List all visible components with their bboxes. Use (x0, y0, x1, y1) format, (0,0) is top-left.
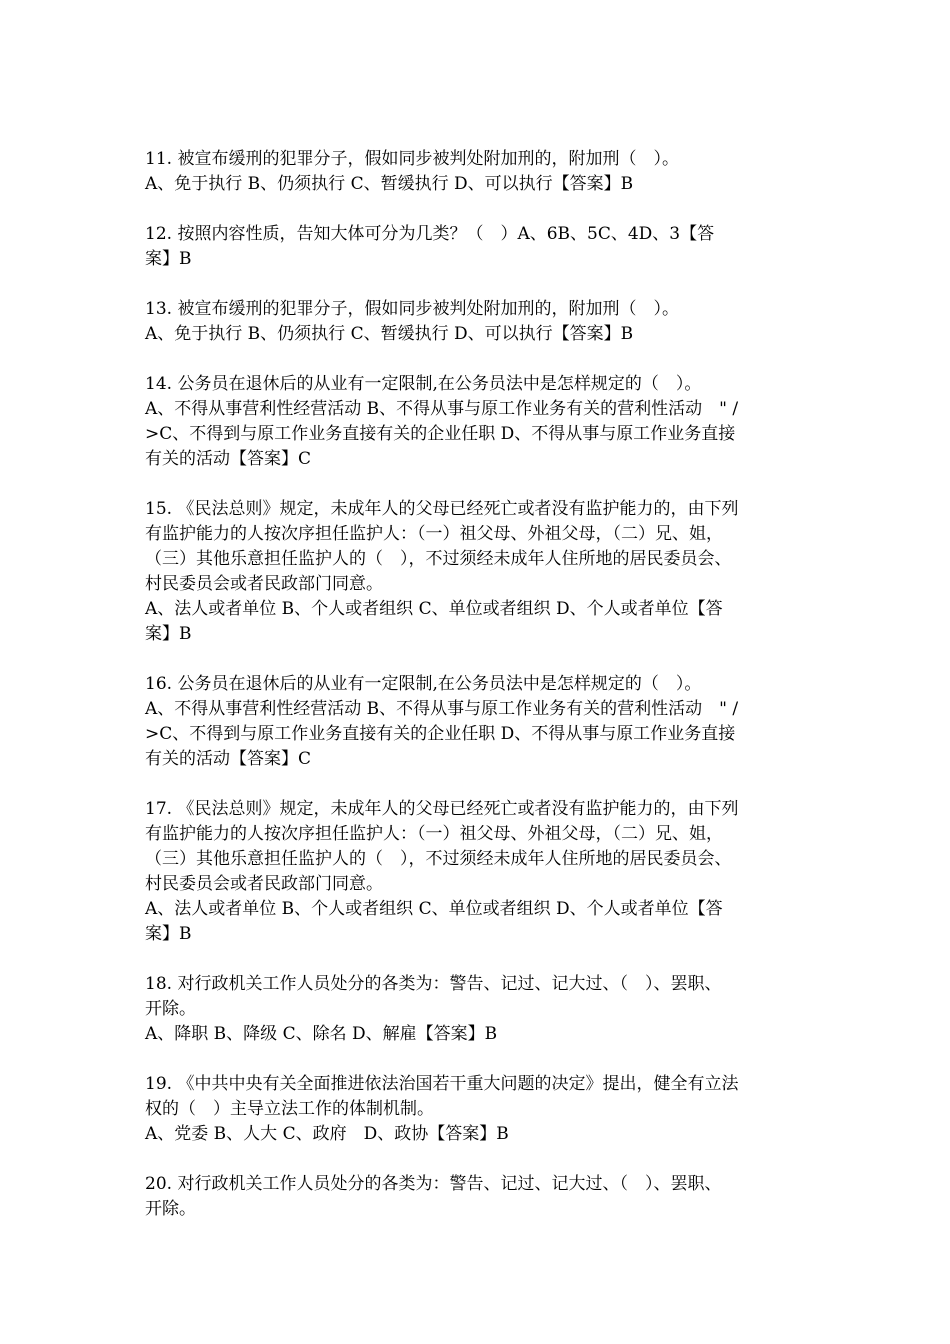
question-item (145, 297, 815, 347)
question-text-line: >C、不得到与原工作业务直接有关的企业任职 D、不得从事与原工作业务直接 (145, 724, 736, 744)
question-text-line: 16. 公务员在退休后的从业有一定限制,在公务员法中是怎样规定的（ ）。 (145, 674, 702, 694)
question-text-line: 案】B (145, 249, 192, 269)
question-text-line: 有关的活动【答案】C (145, 449, 312, 469)
question-text-line: 有监护能力的人按次序担任监护人：（一）祖父母、外祖父母，（二）兄、姐， (145, 524, 723, 544)
question-item (145, 672, 815, 772)
question-list (145, 147, 815, 1247)
question-text-line: 有关的活动【答案】C (145, 749, 312, 769)
question-text-line: 开除。 (145, 1199, 196, 1219)
question-text-line: 13. 被宣布缓刑的犯罪分子，假如同步被判处附加刑的，附加刑（ ）。 (145, 299, 679, 319)
question-text-line: A、免于执行 B、仍须执行 C、暂缓执行 D、可以执行【答案】B (145, 324, 634, 344)
question-text-line: 20. 对行政机关工作人员处分的各类为：警告、记过、记大过、（ ）、罢职、 (145, 1174, 722, 1194)
question-text-line: 17. 《民法总则》规定，未成年人的父母已经死亡或者没有监护能力的，由下列 (145, 799, 739, 819)
question-text-line: A、不得从事营利性经营活动 B、不得从事与原工作业务有关的营利性活动 " / (145, 699, 739, 719)
question-text-line: A、免于执行 B、仍须执行 C、暂缓执行 D、可以执行【答案】B (145, 174, 634, 194)
question-item (145, 222, 815, 272)
question-text-line: 14. 公务员在退休后的从业有一定限制,在公务员法中是怎样规定的（ ）。 (145, 374, 702, 394)
question-text-line: A、降职 B、降级 C、除名 D、解雇【答案】B (145, 1024, 498, 1044)
question-text-line: 有监护能力的人按次序担任监护人：（一）祖父母、外祖父母，（二）兄、姐， (145, 824, 723, 844)
question-text-line: 开除。 (145, 999, 196, 1019)
question-item (145, 1172, 815, 1222)
question-text-line: A、法人或者单位 B、个人或者组织 C、单位或者组织 D、个人或者单位【答 (145, 599, 723, 619)
question-item (145, 372, 815, 472)
question-text-line: 18. 对行政机关工作人员处分的各类为：警告、记过、记大过、（ ）、罢职、 (145, 974, 722, 994)
question-text-line: 案】B (145, 924, 192, 944)
question-text-line: A、不得从事营利性经营活动 B、不得从事与原工作业务有关的营利性活动 " / (145, 399, 739, 419)
question-item (145, 797, 815, 947)
question-text-line: >C、不得到与原工作业务直接有关的企业任职 D、不得从事与原工作业务直接 (145, 424, 736, 444)
question-item (145, 1072, 815, 1147)
question-text-line: （三）其他乐意担任监护人的（ ），不过须经未成年人住所地的居民委员会、 (145, 849, 732, 869)
question-item (145, 497, 815, 647)
question-text-line: 15. 《民法总则》规定，未成年人的父母已经死亡或者没有监护能力的，由下列 (145, 499, 739, 519)
question-text-line: 权的（ ）主导立法工作的体制机制。 (145, 1099, 434, 1119)
question-item (145, 972, 815, 1047)
question-text-line: （三）其他乐意担任监护人的（ ），不过须经未成年人住所地的居民委员会、 (145, 549, 732, 569)
question-text-line: 村民委员会或者民政部门同意。 (145, 574, 383, 594)
question-text-line: 案】B (145, 624, 192, 644)
question-item (145, 147, 815, 197)
question-text-line: A、法人或者单位 B、个人或者组织 C、单位或者组织 D、个人或者单位【答 (145, 899, 723, 919)
question-text-line: 19. 《中共中央有关全面推进依法治国若干重大问题的决定》提出，健全有立法 (145, 1074, 739, 1094)
question-text-line: 12. 按照内容性质，告知大体可分为几类？（ ）A、6B、5C、4D、3【答 (145, 224, 715, 244)
question-text-line: 11. 被宣布缓刑的犯罪分子，假如同步被判处附加刑的，附加刑（ ）。 (145, 149, 679, 169)
question-text-line: 村民委员会或者民政部门同意。 (145, 874, 383, 894)
question-text-line: A、党委 B、人大 C、政府 D、政协【答案】B (145, 1124, 509, 1144)
